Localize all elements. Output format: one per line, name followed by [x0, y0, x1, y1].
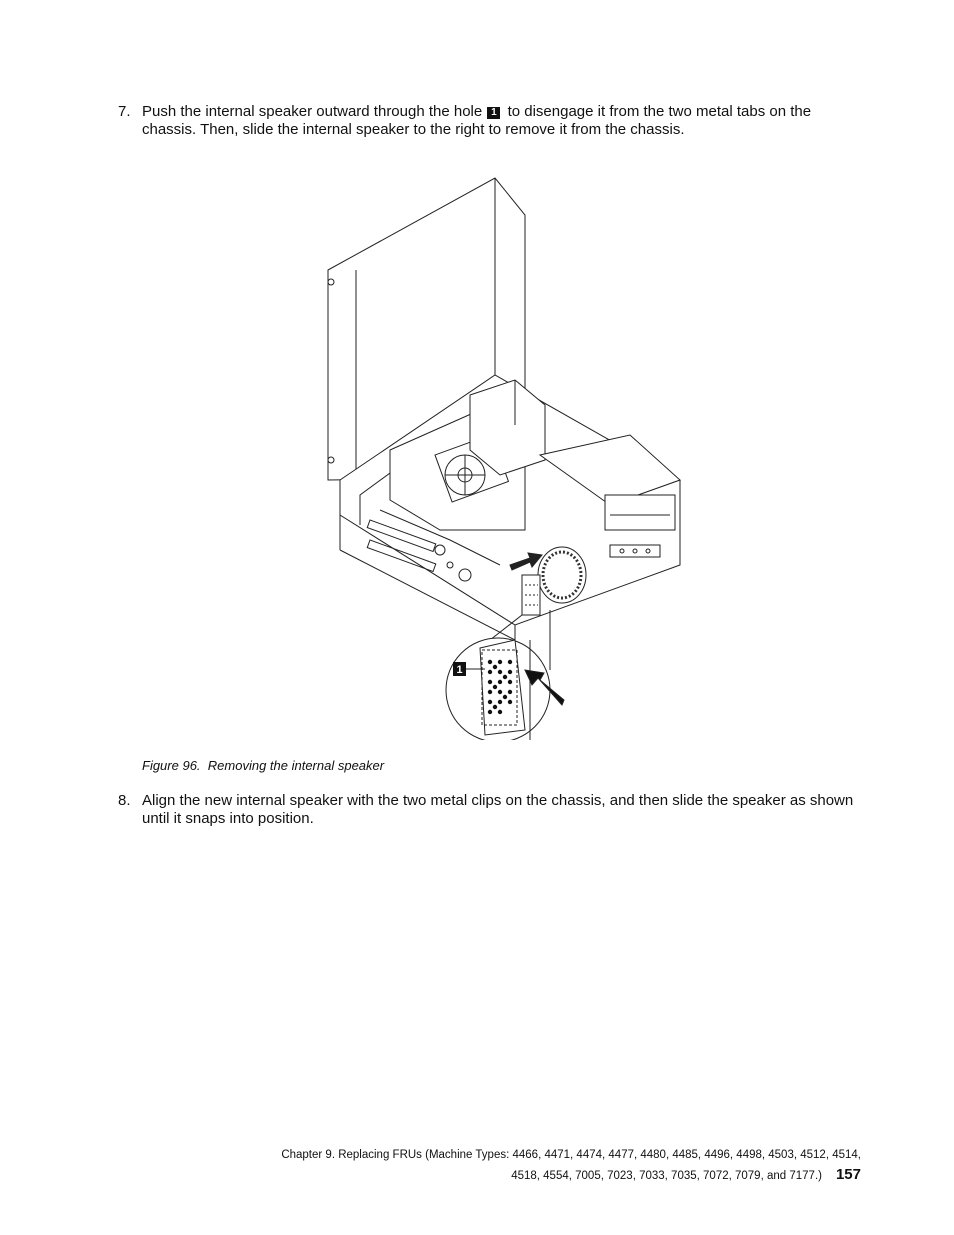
figure-caption-text: Removing the internal speaker — [207, 758, 385, 773]
page-number: 157 — [835, 1166, 861, 1183]
footer-line-2: 4518, 4554, 7005, 7023, 7033, 7035, 7072, 7079, and 7177.) — [511, 1170, 822, 1182]
speaker-removal-illustration — [300, 170, 690, 740]
step-number: 7. — [118, 103, 131, 120]
step-text: Align the new internal speaker with the two metal clips on the chassis, and then slide the speaker as shown until it snaps into position. — [142, 792, 854, 827]
footer-line-1: Chapter 9. Replacing FRUs (Machine Types: 4466, 4471, 4474, 4477, 4480, 4485, 4496, 4498, 4503, 4512, 4514, — [281, 1149, 861, 1161]
step-number: 8. — [118, 792, 131, 809]
figure-caption-label: Figure 96. — [142, 758, 201, 773]
figure-callout-label: 1 — [456, 664, 463, 676]
step-text — [142, 103, 858, 139]
figure-caption — [142, 758, 384, 773]
step-text-before: Push the internal speaker outward through the hole — [142, 103, 483, 120]
step-text-after: to disengage it from the two metal tabs on the chassis. Then, slide the internal speaker to the right to remove it from the chassis. — [142, 103, 812, 138]
zoom-detail-circle — [446, 638, 550, 740]
page-footer — [161, 1146, 861, 1186]
footer-line-2-row — [161, 1165, 861, 1186]
figure-callout-1 — [453, 662, 466, 676]
callout-1: 1 — [487, 107, 500, 119]
